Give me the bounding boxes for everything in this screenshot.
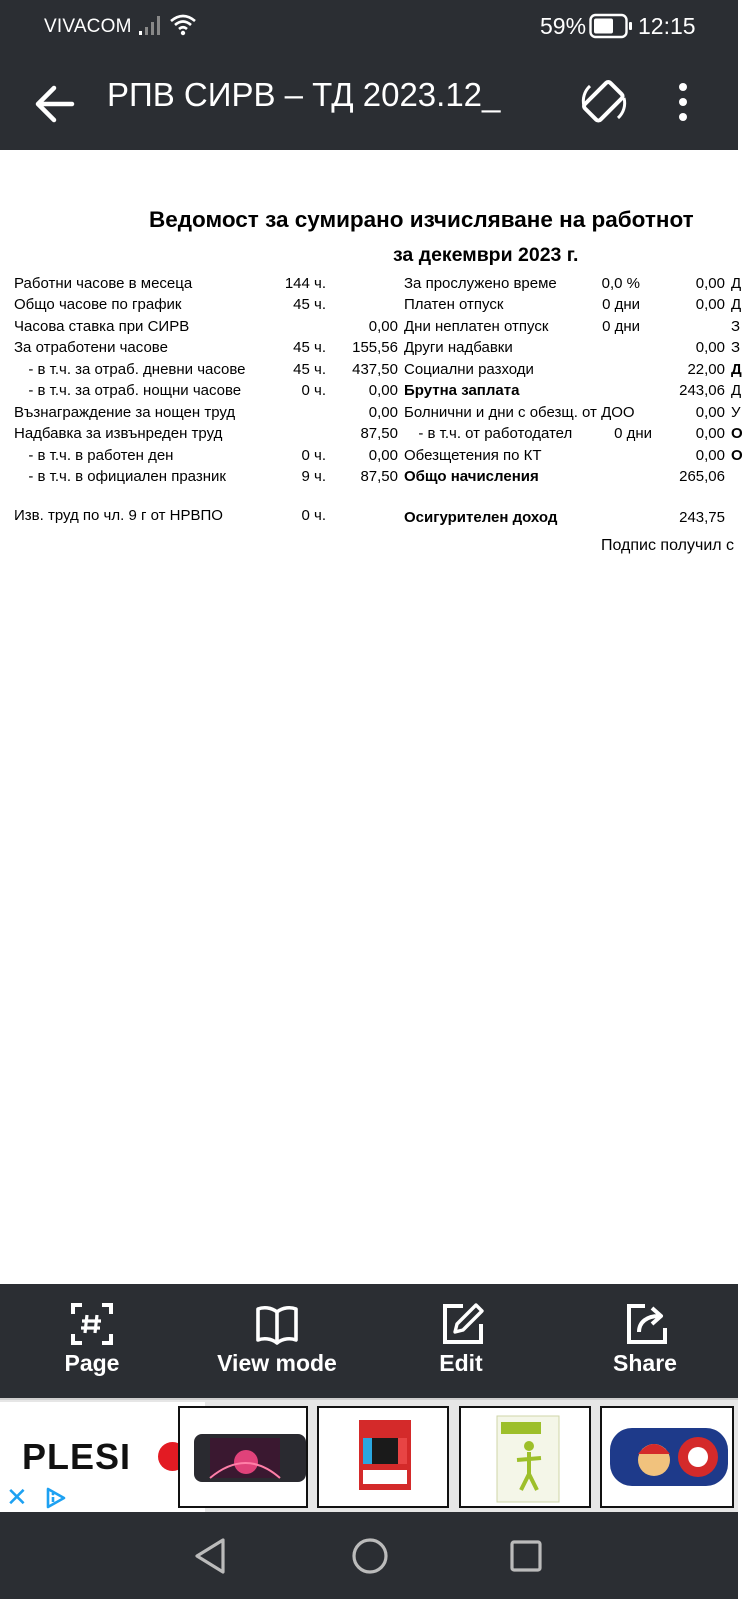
- row-amount: 0,00: [368, 447, 398, 464]
- edit-button[interactable]: [369, 1284, 553, 1398]
- ad-logo-text: PLESI: [22, 1436, 132, 1477]
- row-label: Часова ставка при СИРВ: [14, 318, 190, 335]
- row-label: Болнични и дни с обезщ. от ДОО: [404, 404, 635, 421]
- page-icon: [70, 1302, 114, 1346]
- share-button[interactable]: [553, 1284, 738, 1398]
- row-cut-text: У: [731, 404, 741, 421]
- row-cut-text: О: [731, 425, 743, 442]
- carrier-name: VIVACOM: [44, 16, 132, 37]
- book-icon: [255, 1302, 299, 1346]
- row-cut-text: Д: [731, 361, 742, 378]
- row-label: Общо начисления: [404, 468, 539, 485]
- row-label: Възнаграждение за нощен труд: [14, 404, 236, 421]
- row-label: - в т.ч. за отраб. нощни часове: [20, 382, 242, 399]
- row-label: Социални разходи: [404, 361, 534, 378]
- row-qty: 0,0 %: [601, 275, 640, 292]
- row-hours: 0 ч.: [301, 507, 326, 524]
- row-label: Работни часове в месеца: [14, 275, 193, 292]
- row-amount: 87,50: [360, 425, 398, 442]
- ad-product-switch[interactable]: [317, 1406, 449, 1508]
- share-icon: [625, 1302, 669, 1346]
- row-cut-text: Д: [731, 296, 742, 313]
- console-image: [180, 1408, 310, 1510]
- row-amount: 0,00: [695, 447, 725, 464]
- row-amount: 265,06: [679, 468, 725, 485]
- row-cut-text: Д: [731, 382, 742, 399]
- row-amount: 0,00: [695, 425, 725, 442]
- row-amount: 437,50: [352, 361, 398, 378]
- row-label: - в т.ч. в работен ден: [20, 447, 174, 464]
- nav-recents-icon[interactable]: [509, 1539, 543, 1573]
- row-hours: 45 ч.: [293, 361, 326, 378]
- row-qty: 0 дни: [614, 425, 652, 442]
- doc-heading: Ведомост за сумирано изчисляване на работнот: [149, 207, 694, 232]
- row-label: Платен отпуск: [404, 296, 504, 313]
- ad-product-mario-case[interactable]: [600, 1406, 734, 1508]
- row-label: Изв. труд по чл. 9 г от НРВПО: [14, 507, 223, 524]
- row-amount: 0,00: [368, 404, 398, 421]
- row-cut-text: Д: [731, 275, 742, 292]
- document-page[interactable]: [0, 150, 743, 1284]
- ad-product-wii-fit[interactable]: [459, 1406, 591, 1508]
- battery-icon: [589, 13, 633, 39]
- wii-fit-box-image: [461, 1408, 593, 1510]
- row-label: Обезщетения по КТ: [404, 447, 542, 464]
- view-mode-button[interactable]: [185, 1284, 369, 1398]
- battery-percentage: 59%: [540, 13, 587, 39]
- row-amount: 0,00: [368, 382, 398, 399]
- nav-home-icon[interactable]: [351, 1537, 389, 1575]
- row-label: Надбавка за извънреден труд: [14, 425, 223, 442]
- row-hours: 45 ч.: [293, 296, 326, 313]
- row-qty: 0 дни: [602, 318, 640, 335]
- page-label: Page: [64, 1350, 120, 1376]
- wifi-icon: [170, 12, 196, 38]
- document-title: РПВ СИРВ – ТД 2023.12_: [107, 76, 501, 113]
- row-amount: 0,00: [368, 318, 398, 335]
- more-options-icon[interactable]: [668, 80, 698, 124]
- row-amount: 0,00: [695, 296, 725, 313]
- edit-icon: [441, 1302, 485, 1346]
- row-amount: 0,00: [695, 275, 725, 292]
- row-amount: 155,56: [352, 339, 398, 356]
- row-hours: 9 ч.: [301, 468, 326, 485]
- row-amount: 22,00: [687, 361, 725, 378]
- ad-brand[interactable]: [0, 1402, 205, 1512]
- status-bar: [0, 0, 738, 54]
- edit-label: Edit: [439, 1350, 483, 1376]
- row-amount: 243,75: [679, 509, 725, 526]
- doc-subheading: за декември 2023 г.: [393, 244, 579, 266]
- page-button[interactable]: [0, 1284, 185, 1398]
- row-label: За отработени часове: [14, 339, 168, 356]
- row-hours: 144 ч.: [284, 275, 326, 292]
- signature-label: Подпис получил с: [601, 537, 735, 554]
- row-label: - в т.ч. в официален празник: [20, 468, 226, 485]
- adchoices-icon[interactable]: [44, 1486, 68, 1510]
- row-label: Брутна заплата: [404, 382, 520, 399]
- row-hours: 0 ч.: [301, 447, 326, 464]
- row-label: Дни неплатен отпуск: [404, 318, 549, 335]
- row-label: Осигурителен доход: [404, 509, 558, 526]
- row-amount: 0,00: [695, 339, 725, 356]
- rotate-screen-icon[interactable]: [578, 76, 630, 128]
- row-qty: 0 дни: [602, 296, 640, 313]
- ad-product-console[interactable]: [178, 1406, 308, 1508]
- row-amount: 0,00: [695, 404, 725, 421]
- signal-icon: [138, 14, 162, 36]
- row-cut-text: З: [731, 339, 741, 356]
- row-label: Общо часове по график: [14, 296, 182, 313]
- row-label: - в т.ч. от работодател: [410, 425, 573, 442]
- switch-box-image: [319, 1408, 451, 1510]
- share-label: Share: [613, 1350, 677, 1376]
- row-hours: 45 ч.: [293, 339, 326, 356]
- row-hours: 0 ч.: [301, 382, 326, 399]
- row-amount: 87,50: [360, 468, 398, 485]
- system-nav-bar: [0, 1512, 738, 1599]
- row-cut-text: О: [731, 447, 743, 464]
- app-bar: [0, 54, 738, 150]
- nav-back-icon[interactable]: [193, 1537, 227, 1575]
- back-arrow-icon[interactable]: [32, 82, 76, 126]
- row-cut-text: З: [731, 318, 741, 335]
- row-label: - в т.ч. за отраб. дневни часове: [20, 361, 246, 378]
- mario-case-image: [602, 1408, 736, 1510]
- row-amount: 243,06: [679, 382, 725, 399]
- row-label: За прослужено време: [404, 275, 557, 292]
- row-label: Други надбавки: [404, 339, 513, 356]
- bottom-toolbar: [0, 1284, 738, 1398]
- view-mode-label: View mode: [217, 1350, 337, 1376]
- clock: 12:15: [638, 13, 696, 39]
- ad-banner[interactable]: [0, 1398, 738, 1512]
- close-ad-icon[interactable]: ✕: [6, 1482, 28, 1512]
